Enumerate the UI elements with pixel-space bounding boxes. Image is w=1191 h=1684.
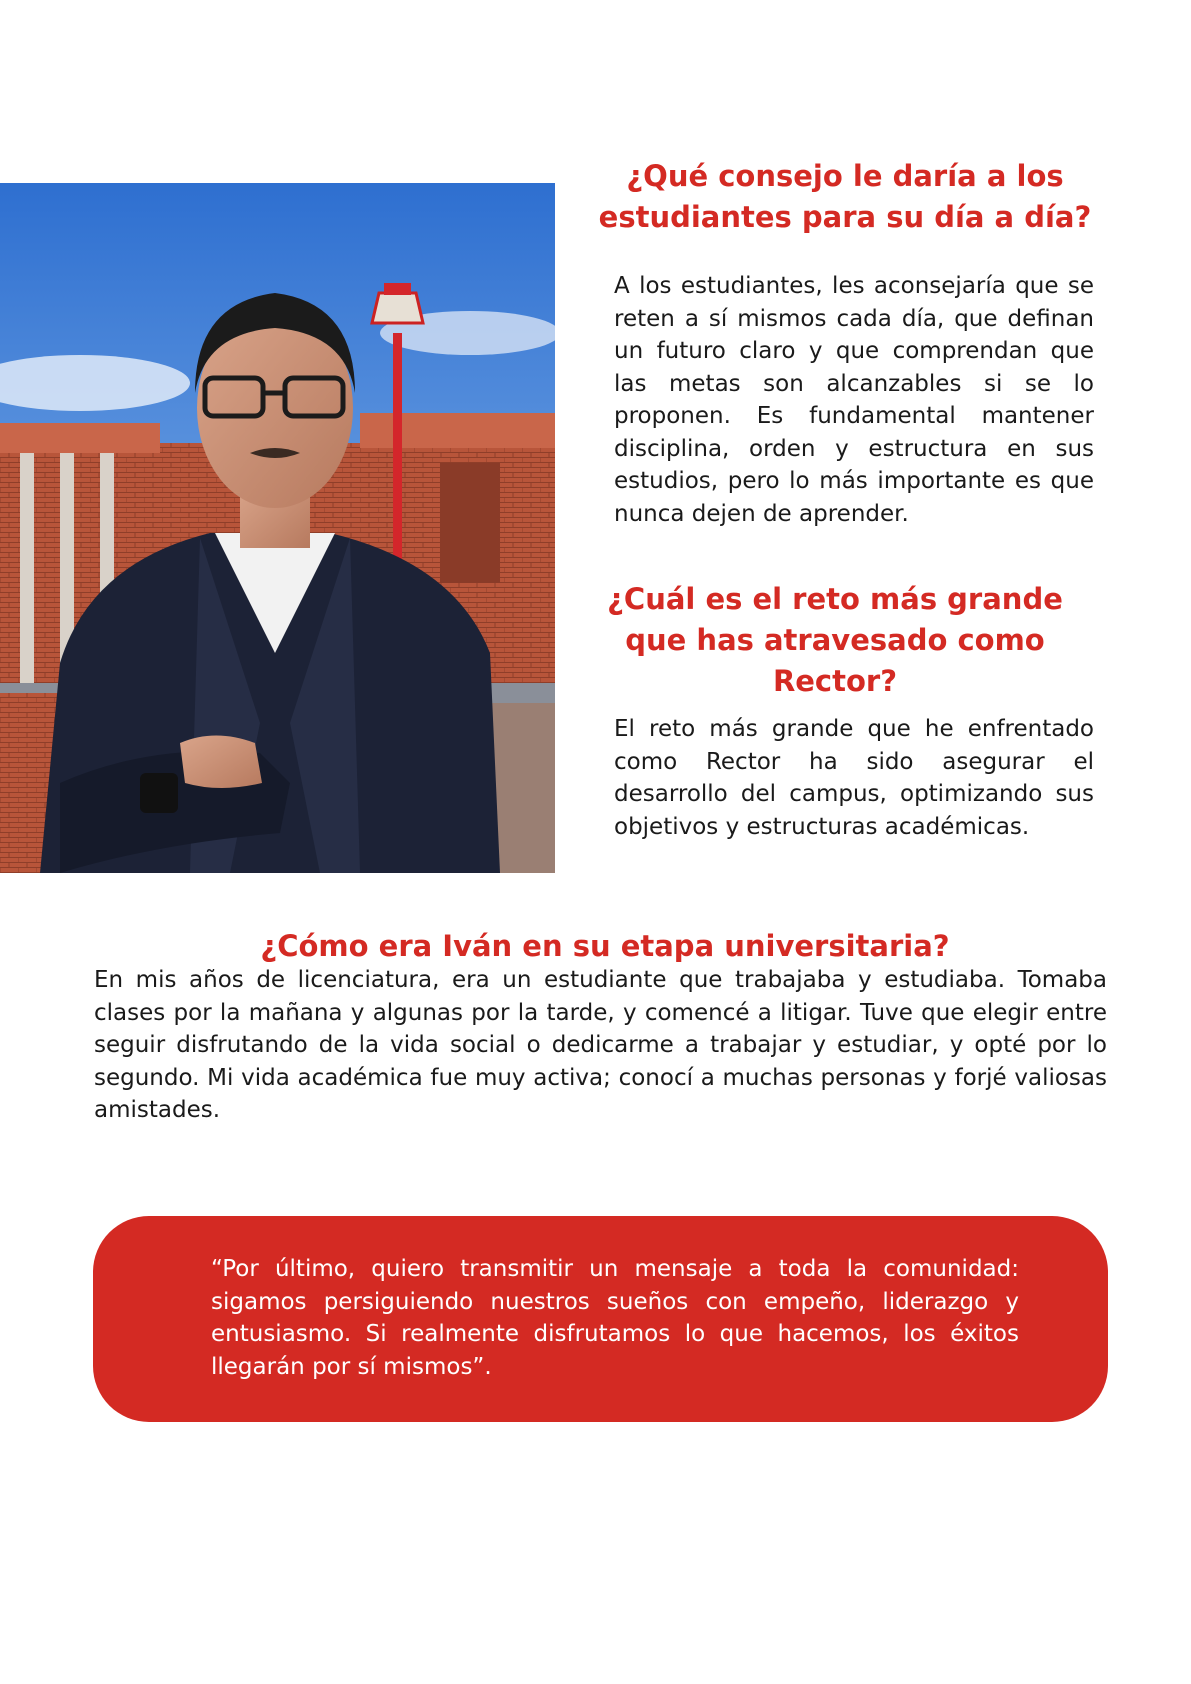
portrait-photo-icon (0, 183, 555, 873)
question-advice-heading: ¿Qué consejo le daría a los estudiantes para su día a día? (598, 159, 1092, 234)
rector-photo (0, 183, 555, 873)
answer-university-text: En mis años de licenciatura, era un estudiante que trabajaba y estudiaba. Tomaba clases por la mañana y algunas por la tarde, y comencé a litigar. Tuve que elegir entre seguir disfrutando de la vida social o dedicarme a trabajar y estudiar, y opté por lo segundo. Mi vida académica fue muy activa; conocí a muchas personas y forjé valiosas amistades. (94, 967, 1107, 1123)
closing-quote-box (93, 1216, 1108, 1422)
answer-challenge-text: El reto más grande que he enfrentado como Rector ha sido asegurar el desarrollo del campus, optimizando sus objetivos y estructuras académicas. (614, 716, 1094, 840)
question-university-heading: ¿Cómo era Iván en su etapa universitaria? (260, 929, 950, 963)
answer-advice-text: A los estudiantes, les aconsejaría que se reten a sí mismos cada día, que definan un futuro claro y que comprendan que las metas son alcanzables si se lo proponen. Es fundamental mantener disciplina, orden y estructura en sus estudios, pero lo más importante es que nunca dejen de aprender. (614, 273, 1094, 527)
closing-quote-text: “Por último, quiero transmitir un mensaje a toda la comunidad: sigamos persiguiendo nuestros sueños con empeño, liderazgo y entusiasmo. Si realmente disfrutamos lo que hacemos, los éxitos llegarán por sí mismos”. (211, 1256, 1019, 1380)
question-challenge-heading: ¿Cuál es el reto más grande que has atravesado como Rector? (607, 582, 1063, 698)
